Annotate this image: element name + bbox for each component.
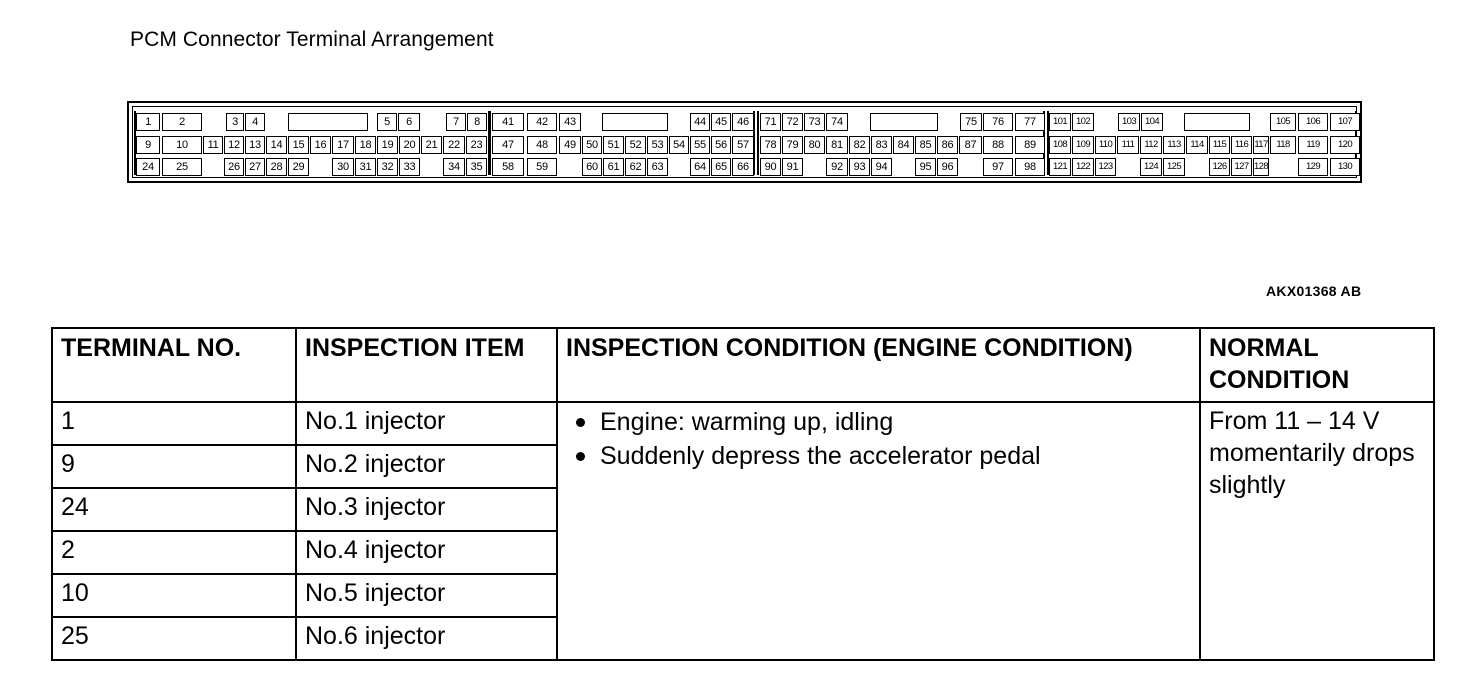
connector-pin-118: 118: [1270, 136, 1296, 154]
connector-pin-47: 47: [492, 136, 524, 154]
connector-pin-63: 63: [647, 158, 668, 176]
connector-pin-30: 30: [332, 158, 354, 176]
connector-pin-6: 6: [398, 113, 420, 131]
connector-pin-107: 107: [1330, 113, 1360, 131]
connector-pin-9: 9: [136, 136, 160, 154]
connector-pin-58: 58: [492, 158, 524, 176]
connector-pin-112: 112: [1140, 136, 1162, 154]
condition-cell: [557, 402, 1200, 660]
connector-pin-127: 127: [1231, 158, 1252, 176]
item-cell: No.3 injector: [296, 488, 557, 531]
connector-pin-41: 41: [492, 113, 524, 131]
page-title: PCM Connector Terminal Arrangement: [130, 28, 494, 51]
connector-pin-85: 85: [915, 136, 936, 154]
connector-pin-64: 64: [690, 158, 710, 176]
header-normal-condition: NORMAL CONDITION: [1200, 328, 1434, 402]
inspection-table: [51, 327, 1435, 661]
connector-blank-slot: [602, 113, 668, 131]
connector-pin-26: 26: [224, 158, 244, 176]
connector-pin-76: 76: [983, 113, 1013, 131]
connector-pin-89: 89: [1015, 136, 1045, 154]
connector-pin-105: 105: [1270, 113, 1296, 131]
connector-pin-126: 126: [1209, 158, 1230, 176]
connector-pin-94: 94: [871, 158, 892, 176]
normal-condition-cell: From 11 – 14 V momentarily drops slightly: [1200, 402, 1434, 660]
connector-pin-12: 12: [224, 136, 244, 154]
connector-pin-29: 29: [288, 158, 309, 176]
connector-pin-129: 129: [1298, 158, 1328, 176]
connector-pin-130: 130: [1330, 158, 1360, 176]
connector-pin-48: 48: [527, 136, 557, 154]
connector-pin-77: 77: [1015, 113, 1045, 131]
connector-pin-14: 14: [266, 136, 287, 154]
connector-pin-81: 81: [826, 136, 848, 154]
connector-pin-45: 45: [711, 113, 731, 131]
connector-pin-19: 19: [377, 136, 398, 154]
connector-pin-96: 96: [937, 158, 958, 176]
connector-pin-5: 5: [377, 113, 397, 131]
connector-pin-117: 117: [1253, 136, 1269, 154]
connector-pin-82: 82: [849, 136, 870, 154]
connector-pin-113: 113: [1163, 136, 1185, 154]
connector-pin-16: 16: [310, 136, 331, 154]
connector-pin-49: 49: [559, 136, 581, 154]
connector-pin-51: 51: [603, 136, 624, 154]
connector-pin-97: 97: [983, 158, 1013, 176]
connector-pin-93: 93: [849, 158, 870, 176]
connector-pin-84: 84: [893, 136, 914, 154]
connector-pin-57: 57: [732, 136, 754, 154]
connector-pin-55: 55: [690, 136, 710, 154]
terminal-cell: 2: [52, 531, 296, 574]
connector-pin-60: 60: [582, 158, 602, 176]
connector-pin-52: 52: [625, 136, 646, 154]
connector-pin-44: 44: [690, 113, 710, 131]
connector-pin-102: 102: [1072, 113, 1094, 131]
connector-pin-11: 11: [203, 136, 223, 154]
connector-pin-78: 78: [760, 136, 781, 154]
connector-pin-3: 3: [226, 113, 244, 131]
connector-pin-115: 115: [1209, 136, 1230, 154]
connector-pin-7: 7: [446, 113, 466, 131]
connector-pin-72: 72: [782, 113, 803, 131]
connector-pin-101: 101: [1049, 113, 1071, 131]
connector-pin-21: 21: [421, 136, 442, 154]
connector-pin-24: 24: [136, 158, 160, 176]
connector-pin-53: 53: [647, 136, 668, 154]
connector-pin-8: 8: [467, 113, 487, 131]
connector-pin-103: 103: [1118, 113, 1140, 131]
connector-pin-128: 128: [1253, 158, 1269, 176]
connector-pin-92: 92: [826, 158, 848, 176]
connector-pin-75: 75: [960, 113, 982, 131]
connector-pin-2: 2: [162, 113, 202, 131]
connector-pin-31: 31: [355, 158, 376, 176]
connector-pin-42: 42: [527, 113, 557, 131]
connector-pin-104: 104: [1141, 113, 1163, 131]
connector-pin-43: 43: [559, 113, 581, 131]
connector-pin-109: 109: [1072, 136, 1094, 154]
item-cell: No.2 injector: [296, 445, 557, 488]
connector-pin-59: 59: [527, 158, 557, 176]
terminal-cell: 9: [52, 445, 296, 488]
connector-pin-15: 15: [288, 136, 309, 154]
connector-pin-34: 34: [443, 158, 465, 176]
connector-pin-50: 50: [582, 136, 602, 154]
connector-pin-116: 116: [1231, 136, 1252, 154]
terminal-cell: 25: [52, 617, 296, 660]
item-cell: No.4 injector: [296, 531, 557, 574]
item-cell: No.1 injector: [296, 402, 557, 445]
connector-pin-18: 18: [355, 136, 376, 154]
item-cell: No.6 injector: [296, 617, 557, 660]
connector-pin-90: 90: [760, 158, 781, 176]
connector-blank-slot: [870, 113, 938, 131]
terminal-cell: 24: [52, 488, 296, 531]
connector-pin-111: 111: [1117, 136, 1139, 154]
connector-pin-65: 65: [711, 158, 731, 176]
connector-pin-1: 1: [136, 113, 160, 131]
connector-pin-98: 98: [1015, 158, 1045, 176]
connector-pin-23: 23: [466, 136, 487, 154]
header-inspection-item: INSPECTION ITEM: [296, 328, 557, 402]
connector-pin-32: 32: [377, 158, 398, 176]
connector-pin-123: 123: [1095, 158, 1116, 176]
connector-pin-17: 17: [332, 136, 354, 154]
condition-item: Suddenly depress the accelerator pedal: [566, 439, 1191, 473]
terminal-cell: 10: [52, 574, 296, 617]
connector-pin-87: 87: [959, 136, 982, 154]
connector-pin-20: 20: [399, 136, 420, 154]
connector-pin-80: 80: [804, 136, 825, 154]
connector-pin-79: 79: [782, 136, 803, 154]
connector-diagram: [127, 101, 1362, 183]
connector-pin-119: 119: [1298, 136, 1328, 154]
connector-pin-114: 114: [1186, 136, 1208, 154]
connector-pin-4: 4: [245, 113, 265, 131]
connector-pin-13: 13: [245, 136, 265, 154]
header-terminal-no: TERMINAL NO.: [52, 328, 296, 402]
connector-pin-86: 86: [937, 136, 958, 154]
connector-pin-25: 25: [162, 158, 202, 176]
connector-pin-28: 28: [266, 158, 287, 176]
connector-pin-122: 122: [1072, 158, 1094, 176]
connector-blank-slot: [1184, 113, 1250, 131]
connector-pin-46: 46: [732, 113, 754, 131]
connector-pin-33: 33: [399, 158, 420, 176]
condition-list: [566, 405, 1191, 473]
condition-item: Engine: warming up, idling: [566, 405, 1191, 439]
connector-pin-95: 95: [915, 158, 936, 176]
connector-pin-91: 91: [782, 158, 803, 176]
connector-pin-62: 62: [625, 158, 646, 176]
connector-pin-54: 54: [669, 136, 689, 154]
figure-code: AKX01368 AB: [1266, 283, 1362, 299]
connector-pin-83: 83: [871, 136, 892, 154]
connector-pin-121: 121: [1049, 158, 1071, 176]
connector-pin-66: 66: [732, 158, 754, 176]
header-inspection-condition: INSPECTION CONDITION (ENGINE CONDITION): [557, 328, 1200, 402]
connector-pin-61: 61: [603, 158, 624, 176]
connector-pin-27: 27: [245, 158, 265, 176]
connector-pin-10: 10: [162, 136, 202, 154]
connector-pin-35: 35: [466, 158, 487, 176]
connector-pin-110: 110: [1095, 136, 1116, 154]
terminal-cell: 1: [52, 402, 296, 445]
item-cell: No.5 injector: [296, 574, 557, 617]
connector-pin-106: 106: [1298, 113, 1328, 131]
table-row: [52, 402, 1434, 445]
connector-pin-124: 124: [1140, 158, 1162, 176]
connector-pin-22: 22: [443, 136, 465, 154]
table-header-row: [52, 328, 1434, 402]
connector-pin-108: 108: [1049, 136, 1071, 154]
connector-pin-125: 125: [1163, 158, 1185, 176]
connector-pin-74: 74: [826, 113, 848, 131]
connector-pin-71: 71: [760, 113, 781, 131]
connector-pin-56: 56: [711, 136, 731, 154]
connector-blank-slot: [288, 113, 368, 131]
connector-pin-73: 73: [804, 113, 825, 131]
connector-pin-88: 88: [983, 136, 1013, 154]
connector-pin-120: 120: [1330, 136, 1360, 154]
